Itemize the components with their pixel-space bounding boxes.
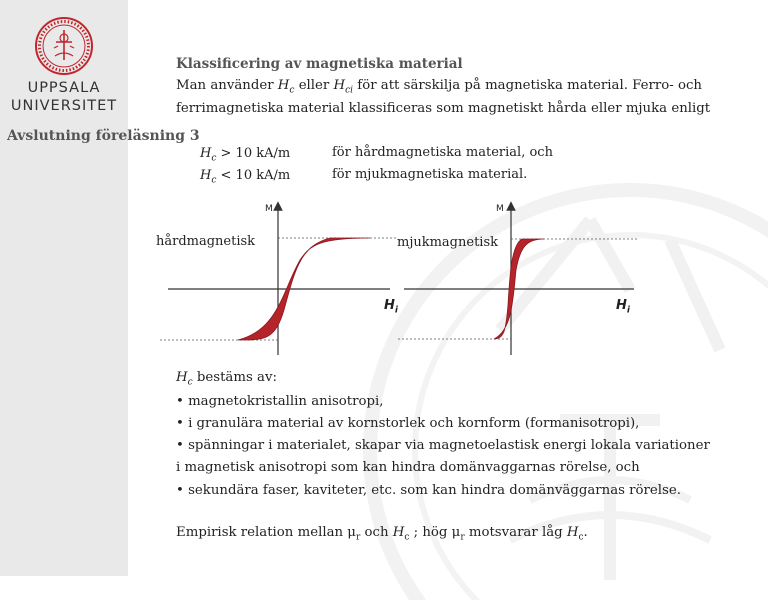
intro-line-1 — [176, 78, 702, 96]
university-name-line1: UPPSALA — [27, 80, 101, 96]
soft-x-axis-label — [616, 298, 630, 316]
empirical-and: och — [360, 525, 393, 540]
soft-x-axis-sub: i — [626, 305, 630, 316]
intro-or: eller — [298, 78, 334, 93]
criterion-hard-sub: c — [211, 153, 217, 164]
intro-line-2: ferrimagnetiska material klassificeras som magnetiskt hårda eller mjuka enligt — [176, 101, 711, 116]
empirical-end: . — [583, 525, 588, 540]
hard-x-axis-label — [384, 298, 398, 316]
bullet-4: • sekundära faser, kaviteter, etc. som kan hindra domänväggarnas rörelse. — [176, 483, 681, 498]
empirical-mu: μ — [347, 525, 356, 540]
university-name-line2: UNIVERSITET — [10, 98, 118, 114]
criterion-hard-desc: för hårdmagnetiska material, och — [332, 145, 553, 160]
criterion-soft-sub: c — [211, 175, 217, 186]
empirical-post: motsvarar låg — [464, 525, 567, 540]
criterion-hard-cond: > 10 kA/m — [220, 146, 291, 161]
intro-text-pre: Man använder — [176, 78, 278, 93]
criterion-hard-formula — [200, 146, 290, 164]
depends-hc-symbol: H — [176, 370, 188, 385]
bullet-3: • spänningar i materialet, skapar via magnetoelastisk energi lokala variationer — [176, 438, 710, 453]
empirical-hc2: H — [566, 525, 579, 540]
hc-subscript: c — [289, 85, 295, 96]
depends-hc-sub: c — [187, 377, 193, 388]
empirical-mu2: μ — [451, 525, 461, 540]
criterion-soft-formula — [200, 168, 290, 186]
hc-depends-heading — [176, 370, 277, 388]
empirical-mid: ; hög — [409, 525, 452, 540]
soft-x-axis-symbol: H — [616, 298, 627, 313]
empirical-pre: Empirisk relation mellan — [176, 525, 348, 540]
hard-x-axis-sub: i — [394, 305, 398, 316]
criterion-hard-symbol: H — [200, 146, 212, 161]
hard-hysteresis-diagram — [160, 200, 400, 360]
criterion-soft-symbol: H — [200, 168, 212, 183]
bullet-2: • i granulära material av kornstorlek och kornform (formanisotropi), — [176, 416, 640, 431]
slide-title: Klassificering av magnetiska material — [176, 56, 463, 72]
hci-subscript: ci — [345, 85, 354, 96]
empirical-mu2-sub: r — [460, 532, 465, 543]
criterion-soft-cond: < 10 kA/m — [220, 168, 291, 183]
soft-label: mjukmagnetisk — [397, 235, 499, 250]
criterion-soft-desc: för mjukmagnetiska material. — [332, 167, 528, 182]
bullet-1: • magnetokristallin anisotropi, — [176, 394, 384, 409]
hard-x-axis-symbol: H — [384, 298, 395, 313]
empirical-relation — [176, 525, 588, 543]
hc-symbol: H — [277, 78, 290, 93]
empirical-mu-sub: r — [355, 532, 361, 543]
depends-text: bestäms av: — [192, 370, 277, 385]
hard-y-axis-label: M — [265, 204, 273, 214]
empirical-hc: H — [392, 525, 405, 540]
soft-y-axis-label: M — [496, 204, 504, 214]
bullet-3-continued: i magnetisk anisotropi som kan hindra domänvaggarnas rörelse, och — [176, 460, 640, 475]
empirical-hc-sub: c — [404, 532, 410, 543]
university-seal-icon — [34, 16, 94, 76]
hard-label: hårdmagnetisk — [156, 234, 256, 249]
empirical-hc2-sub: c — [578, 532, 584, 543]
soft-hysteresis-diagram — [398, 200, 638, 360]
intro-text-post: för att särskilja på magnetiska material. Ferro- och — [357, 78, 702, 93]
hci-symbol: H — [333, 78, 346, 93]
lecture-label: Avslutning föreläsning 3 — [7, 128, 200, 144]
